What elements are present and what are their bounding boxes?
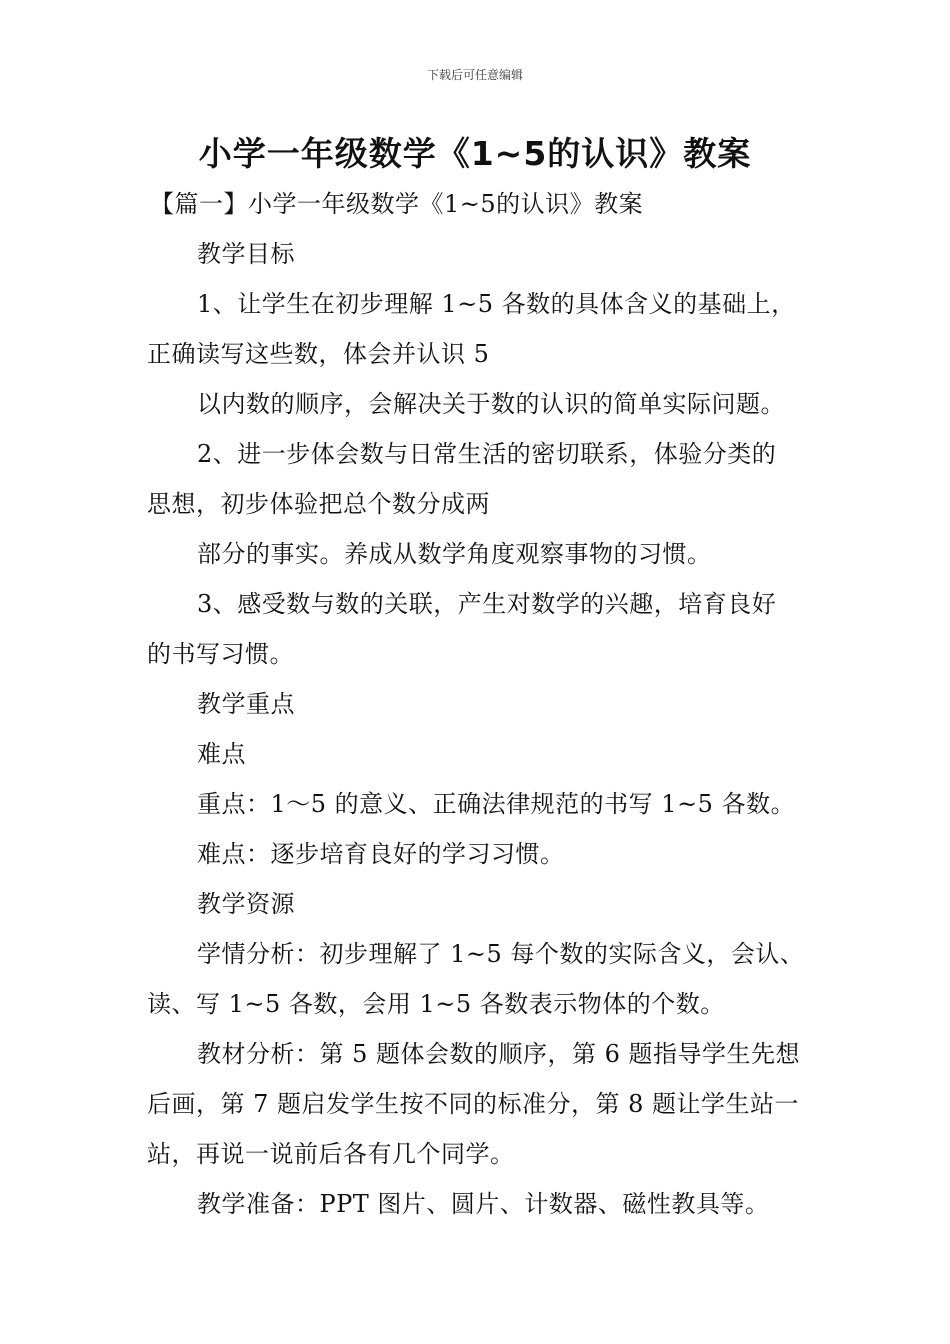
page-header: 下载后可任意编辑 bbox=[426, 68, 523, 82]
paragraph-line: 读、写 1~5 各数，会用 1~5 各数表示物体的个数。 bbox=[147, 990, 725, 1018]
paragraph-line: 思想，初步体验把总个数分成两 bbox=[147, 490, 490, 518]
paragraph-line: 正确读写这些数，体会并认识 5 bbox=[147, 340, 490, 368]
subheading-difficulties: 难点 bbox=[197, 740, 246, 768]
section-heading: 【篇一】小学一年级数学《1~5的认识》教案 bbox=[150, 190, 644, 218]
paragraph-line: 部分的事实。养成从数学角度观察事物的习惯。 bbox=[197, 540, 712, 568]
paragraph-line: 难点：逐步培育良好的学习习惯。 bbox=[197, 840, 565, 868]
document-title: 小学一年级数学《1~5的认识》教案 bbox=[198, 134, 752, 173]
subheading-goals: 教学目标 bbox=[197, 240, 295, 268]
paragraph-line: 教学准备：PPT 图片、圆片、计数器、磁性教具等。 bbox=[197, 1190, 770, 1218]
paragraph-line: 以内数的顺序，会解决关于数的认识的简单实际问题。 bbox=[197, 390, 785, 418]
subheading-keypoints: 教学重点 bbox=[197, 690, 295, 718]
paragraph-line: 站，再说一说前后各有几个同学。 bbox=[147, 1140, 515, 1168]
paragraph-line: 的书写习惯。 bbox=[147, 640, 294, 668]
paragraph-line: 3、感受数与数的关联，产生对数学的兴趣，培育良好 bbox=[197, 590, 777, 618]
paragraph-line: 1、让学生在初步理解 1~5 各数的具体含义的基础上， bbox=[197, 290, 796, 318]
paragraph-line: 后画，第 7 题启发学生按不同的标准分，第 8 题让学生站一 bbox=[147, 1090, 800, 1118]
subheading-resources: 教学资源 bbox=[197, 890, 295, 918]
paragraph-line: 学情分析：初步理解了 1~5 每个数的实际含义，会认、 bbox=[197, 940, 805, 968]
paragraph-line: 重点：1～5 的意义、正确法律规范的书写 1~5 各数。 bbox=[197, 790, 796, 818]
paragraph-line: 教材分析：第 5 题体会数的顺序，第 6 题指导学生先想 bbox=[197, 1040, 801, 1068]
paragraph-line: 2、进一步体会数与日常生活的密切联系，体验分类的 bbox=[197, 440, 777, 468]
